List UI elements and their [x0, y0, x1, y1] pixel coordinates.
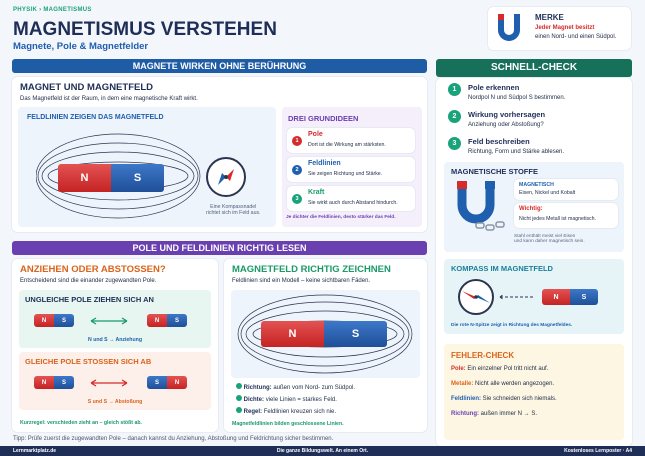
merke-box: [488, 7, 631, 50]
idea-item: [287, 128, 415, 153]
attract-arrows-icon: [89, 316, 129, 326]
errors-title: FEHLER-CHECK: [451, 351, 515, 360]
ideas-box: [282, 107, 422, 227]
idea-text: Dort ist die Wirkung am stärksten.: [308, 142, 386, 148]
repel-arrows-icon: [89, 378, 129, 388]
check-number: 2: [448, 110, 461, 123]
attract-note: Kurzregel: verschieden zieht an – gleich stößt ab.: [20, 420, 142, 426]
repel-box: [19, 352, 211, 410]
footer-center: Die ganze Bildungswelt. An einem Ort.: [276, 448, 369, 454]
compass-note-2: richtet sich im Feld aus.: [206, 210, 261, 216]
check-number: 3: [448, 137, 461, 150]
check-text: Anziehung oder Abstoßung?: [468, 122, 544, 128]
page-subtitle: Magnete, Pole & Magnetfelder: [13, 41, 149, 52]
check-number: 1: [448, 83, 461, 96]
bar-magnet: [58, 164, 164, 192]
attract-card: [12, 259, 218, 432]
important-box: Wichtig: Nicht jedes Metall ist magnetisch.: [514, 203, 618, 228]
error-item: Metalle: Nicht alle werden angezogen.: [451, 381, 555, 387]
ideas-note: Je dichter die Feldlinien, desto stärker das Feld.: [286, 215, 396, 220]
arrow-icon: [498, 293, 538, 301]
draw-card: [224, 259, 427, 432]
check-title: Feld beschreiben: [468, 137, 530, 146]
idea-title: Kraft: [308, 189, 325, 196]
check-text: Richtung, Form und Stärke ablesen.: [468, 149, 565, 155]
magnet-right: N S: [147, 314, 187, 327]
draw-diagram: [231, 290, 420, 378]
magnet-icon: [497, 12, 521, 44]
idea-item: [287, 186, 415, 211]
check-header: SCHNELL-CHECK: [436, 59, 632, 77]
error-item: Feldlinien: Sie schneiden sich niemals.: [451, 396, 557, 402]
page-title: MAGNETISMUS VERSTEHEN: [13, 19, 277, 40]
draw-item: Dichte: viele Linien = starkes Feld.: [236, 395, 337, 403]
compass-note: Die rote N-Spitze zeigt in Richtung des Magnetfeldes.: [451, 323, 573, 328]
tip-text: Tipp: Prüfe zuerst die zugewandten Pole – danach kannst du Anziehung, Abstoßung und Feldrichtung sicher bestimmen.: [13, 436, 334, 442]
idea-title: Feldlinien: [308, 160, 341, 167]
field-subtitle: FELDLINIEN ZEIGEN DAS MAGNETFELD: [27, 114, 164, 121]
idea-item: [287, 157, 415, 182]
draw-note: Magnetfeldlinien bilden geschlossene Linien.: [232, 421, 344, 427]
ideas-title: DREI GRUNDIDEEN: [288, 114, 359, 123]
idea-text: Sie zeigen Richtung und Stärke.: [308, 171, 383, 177]
right-column: [436, 78, 632, 446]
check-title: Pole erkennen: [468, 83, 520, 92]
attract-box: [19, 290, 211, 348]
compass-icon: [456, 277, 496, 317]
magnetic-box: MAGNETISCH Eisen, Nickel und Kobalt: [514, 179, 618, 200]
error-item: Richtung: außen immer N → S.: [451, 411, 538, 417]
magnet-left: N S: [34, 314, 74, 327]
draw-item: Regel: Feldlinien kreuzen sich nie.: [236, 407, 336, 415]
south-pole: S: [111, 164, 164, 192]
merke-line2: einen Nord- und einen Südpol.: [535, 34, 617, 40]
idea-text: Sie wirkt auch durch Abstand hindurch.: [308, 200, 398, 206]
draw-text: Feldlinien sind ein Modell – keine sichtbaren Fäden.: [232, 278, 371, 284]
breadcrumb: PHYSIK › MAGNETISMUS: [13, 7, 92, 13]
attract-caption: N und S → Anziehung: [88, 337, 142, 343]
materials-title: MAGNETISCHE STOFFE: [451, 167, 538, 176]
attract-title: ANZIEHEN ODER ABSTOSSEN?: [20, 264, 166, 275]
bar-magnet-2: N S: [261, 321, 387, 347]
compass-title: KOMPASS IM MAGNETFELD: [451, 264, 553, 273]
magnet-compass: N S: [542, 289, 598, 305]
horseshoe-magnet-icon: [452, 179, 508, 235]
draw-item: Richtung: außen vom Nord- zum Südpol.: [236, 383, 355, 391]
field-diagram: [18, 107, 276, 227]
north-pole: N: [58, 164, 111, 192]
compass-note-1: Eine Kompassnadel: [210, 204, 257, 210]
merke-title: MERKE: [535, 13, 564, 22]
error-item: Pole: Ein einzelner Pol tritt nicht auf.: [451, 366, 549, 372]
merke-line1: Jeder Magnet besitzt: [535, 25, 595, 31]
materials-note: Stahl enthält meist viel Eisen: [514, 234, 576, 239]
field-title: MAGNET UND MAGNETFELD: [20, 82, 153, 93]
footer-left: Lernmarktplatz.de: [13, 448, 57, 454]
field-card: [12, 77, 427, 232]
idea-number: 3: [292, 194, 302, 204]
attract-box-title: UNGLEICHE POLE ZIEHEN SICH AN: [25, 295, 154, 304]
footer: [0, 446, 645, 456]
footer-right: Kostenloses Lernposter · A4: [564, 448, 632, 454]
magnet-right: S N: [147, 376, 187, 389]
check-title: Wirkung vorhersagen: [468, 110, 546, 119]
errors-box: [444, 344, 624, 440]
idea-number: 2: [292, 165, 302, 175]
compass-box: [444, 259, 624, 334]
materials-box: [444, 162, 624, 252]
repel-caption: S und S → Abstoßung: [87, 399, 143, 405]
idea-number: 1: [292, 136, 302, 146]
magnet-left: N S: [34, 376, 74, 389]
check-text: Nordpol N und Südpol S bestimmen.: [468, 95, 566, 101]
repel-box-title: GLEICHE POLE STOSSEN SICH AB: [25, 357, 152, 366]
field-text: Das Magnetfeld ist der Raum, in dem eine magnetische Kraft wirkt.: [20, 96, 198, 102]
banner-top: MAGNETE WIRKEN OHNE BERÜHRUNG: [12, 59, 427, 73]
compass-icon: [204, 155, 248, 199]
draw-title: MAGNETFELD RICHTIG ZEICHNEN: [232, 264, 391, 275]
idea-title: Pole: [308, 131, 323, 138]
attract-text: Entscheidend sind die einander zugewandten Pole.: [20, 278, 157, 284]
materials-note: und kann daher magnetisch sein.: [514, 239, 585, 244]
banner-middle: POLE UND FELDLINIEN RICHTIG LESEN: [12, 241, 427, 255]
